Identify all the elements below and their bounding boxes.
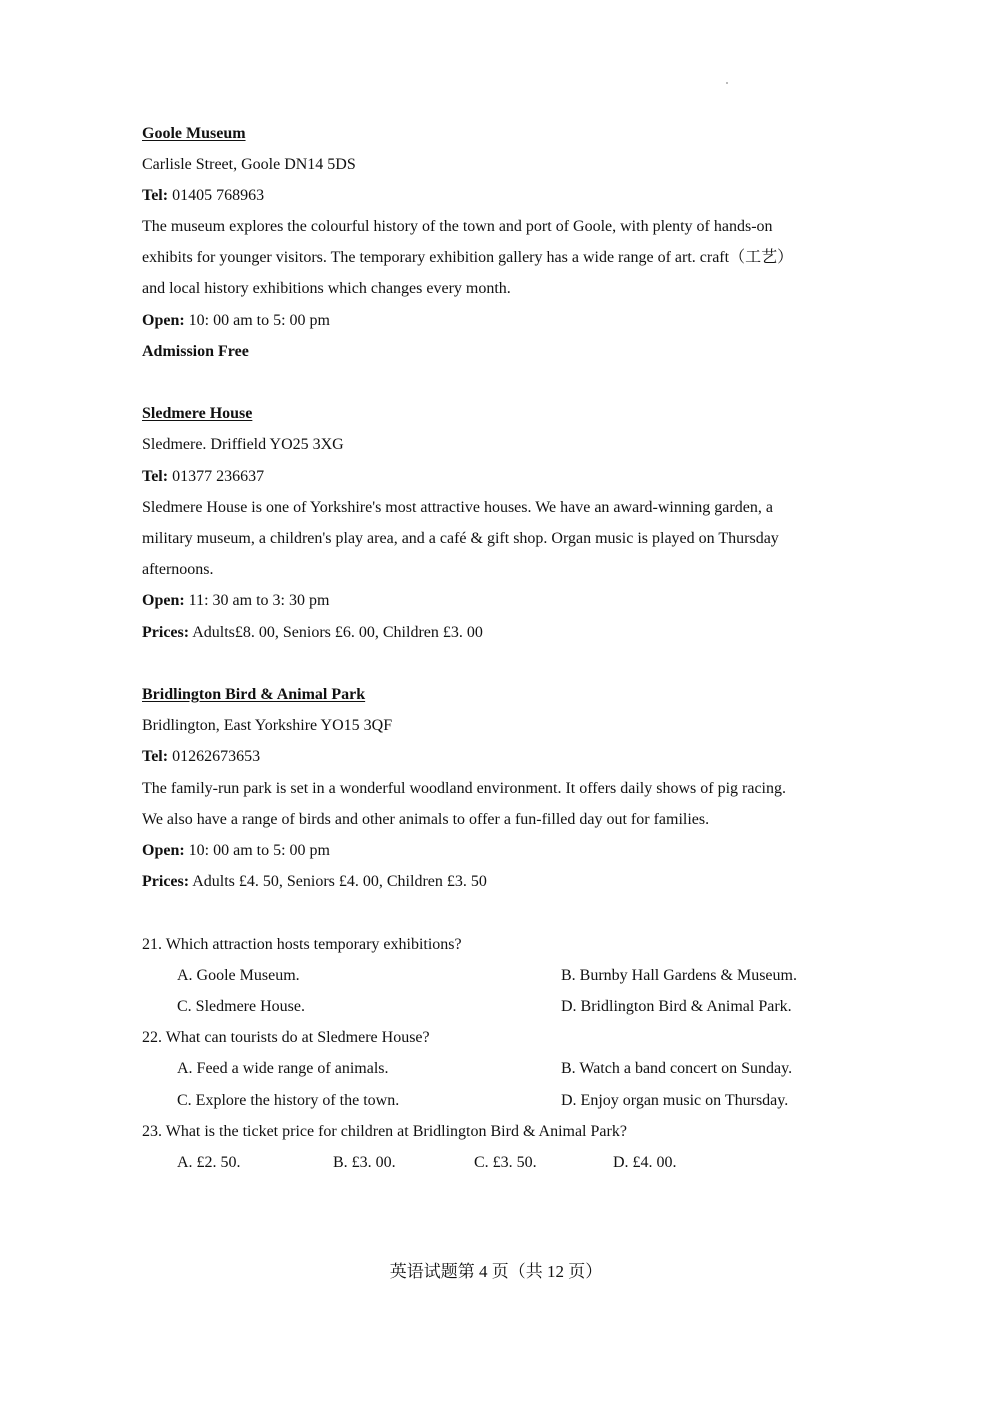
desc-line: exhibits for younger visitors. The temporary exhibition gallery has a wide range of art. craft（工艺） [142,249,794,266]
option-21-d: D. Bridlington Bird & Animal Park. [561,998,792,1015]
tel-label: Tel: [142,187,169,204]
desc-line: We also have a range of birds and other animals to offer a fun-filled day out for families. [142,811,710,828]
scan-speck [726,82,728,84]
open-hours: 10: 00 am to 5: 00 pm [188,842,330,859]
option-23-d: D. £4. 00. [613,1154,677,1171]
option-22-d: D. Enjoy organ music on Thursday. [561,1092,789,1109]
desc-line: military museum, a children's play area, and a café & gift shop. Organ music is played on Thursday [142,530,779,547]
address-sledmere-house: Sledmere. Driffield YO25 3XG [142,436,344,453]
tel-number: 01262673653 [172,748,261,765]
prices-bridlington-park [142,872,487,892]
option-23-a: A. £2. 50. [177,1154,241,1171]
desc-line: Sledmere House is one of Yorkshire's most attractive houses. We have an award-winning garden, a [142,499,773,516]
option-22-b: B. Watch a band concert on Sunday. [561,1060,793,1077]
section-title-sledmere-house: Sledmere House [142,405,253,422]
desc-line: The museum explores the colourful history of the town and port of Goole, with plenty of hands-on [142,218,773,235]
question-23: 23. What is the ticket price for children at Bridlington Bird & Animal Park? [142,1123,627,1140]
question-21: 21. Which attraction hosts temporary exhibitions? [142,936,462,953]
question-22: 22. What can tourists do at Sledmere House? [142,1029,430,1046]
prices-value: Adults £4. 50, Seniors £4. 00, Children £3. 50 [192,873,487,890]
open-label: Open: [142,592,185,609]
open-label: Open: [142,312,185,329]
tel-number: 01377 236637 [172,468,265,485]
open-label: Open: [142,842,185,859]
option-21-b: B. Burnby Hall Gardens & Museum. [561,967,797,984]
option-22-a: A. Feed a wide range of animals. [177,1060,389,1077]
open-bridlington-park [142,841,330,861]
admission-goole-museum: Admission Free [142,343,249,360]
tel-number: 01405 768963 [172,187,265,204]
tel-label: Tel: [142,748,169,765]
open-hours: 10: 00 am to 5: 00 pm [188,312,330,329]
tel-bridlington-park [142,747,260,767]
tel-label: Tel: [142,468,169,485]
tel-sledmere-house [142,467,264,487]
option-23-c: C. £3. 50. [474,1154,537,1171]
option-22-c: C. Explore the history of the town. [177,1092,400,1109]
option-23-b: B. £3. 00. [333,1154,396,1171]
option-21-c: C. Sledmere House. [177,998,305,1015]
page-footer: 英语试题第 4 页（共 12 页） [389,1262,603,1281]
section-title-bridlington-park: Bridlington Bird & Animal Park [142,686,366,703]
open-goole-museum [142,311,330,331]
prices-sledmere-house [142,623,483,643]
open-sledmere-house [142,591,329,611]
address-goole-museum: Carlisle Street, Goole DN14 5DS [142,156,356,173]
desc-line: The family-run park is set in a wonderful woodland environment. It offers daily shows of pig racing. [142,780,786,797]
tel-goole-museum [142,186,264,206]
prices-label: Prices: [142,624,190,641]
section-title-goole-museum: Goole Museum [142,125,246,142]
open-hours: 11: 30 am to 3: 30 pm [188,592,330,609]
address-bridlington-park: Bridlington, East Yorkshire YO15 3QF [142,717,393,734]
desc-line: and local history exhibitions which changes every month. [142,280,511,297]
option-21-a: A. Goole Museum. [177,967,300,984]
prices-value: Adults£8. 00, Seniors £6. 00, Children £3. 00 [192,624,483,641]
desc-line: afternoons. [142,561,214,578]
prices-label: Prices: [142,873,190,890]
